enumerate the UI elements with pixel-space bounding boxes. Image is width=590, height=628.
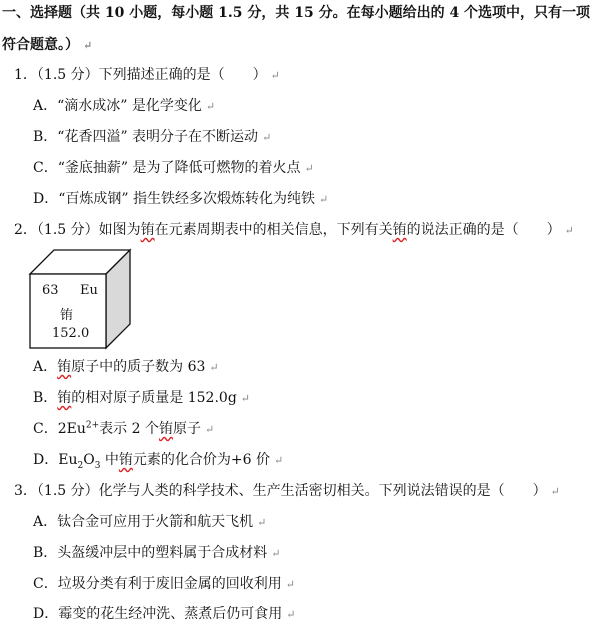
paragraph-mark: ↵ <box>83 39 93 52</box>
spellcheck-word: 铕 <box>392 222 407 238</box>
section-title-line2 <box>2 36 92 55</box>
paragraph-mark: ↵ <box>209 361 219 374</box>
question-3-stem <box>14 482 560 501</box>
atomic-number: 63 <box>42 283 59 298</box>
paragraph-mark: ↵ <box>204 423 215 436</box>
section-title-text: 一、选择题（共 10 小题，每小题 1.5 分，共 15 分。在每小题给出的 4 个选项中，只有一项 <box>2 5 590 21</box>
paragraph-mark: ↵ <box>550 485 560 498</box>
option-text: D．“百炼成钢” 指生铁经多次煅炼转化为纯铁 <box>33 191 315 207</box>
option-text: 的相对原子质量是 152.0g <box>71 390 237 406</box>
question-2-option-d <box>33 451 283 470</box>
spellcheck-word: 铕 <box>140 222 155 238</box>
option-text: B．“花香四溢” 表明分子在不断运动 <box>33 129 259 145</box>
paragraph-mark: ↵ <box>271 547 281 560</box>
option-text: 原子 <box>172 421 201 437</box>
subscript: 2 <box>77 460 84 471</box>
spellcheck-word: 铕 <box>57 390 72 406</box>
question-2-option-c <box>33 420 214 439</box>
paragraph-mark: ↵ <box>319 193 329 206</box>
option-text: C．“釜底抽薪” 是为了降低可燃物的着火点 <box>33 160 301 176</box>
spellcheck-word: 铕 <box>118 452 133 468</box>
question-1-option-d <box>33 190 328 209</box>
ion-charge: 2+ <box>85 420 100 431</box>
paragraph-mark: ↵ <box>273 454 284 467</box>
question-1-option-c <box>33 159 314 178</box>
question-3-option-d <box>33 605 295 624</box>
stem-part: 的说法正确的是（ ） <box>406 222 561 238</box>
paragraph-mark: ↵ <box>205 100 216 113</box>
option-text: D．霉变的花生经冲洗、蒸煮后仍可食用 <box>33 606 283 622</box>
paragraph-mark: ↵ <box>564 224 574 237</box>
spellcheck-word: 铕 <box>57 359 72 375</box>
question-2-stem <box>14 221 574 240</box>
element-symbol: Eu <box>80 283 98 298</box>
section-title-line1 <box>2 4 590 22</box>
section-title-text-2: 符合题意。） <box>2 37 79 53</box>
option-text: C．2Eu <box>33 421 86 437</box>
question-1-option-b <box>33 128 271 147</box>
paragraph-mark: ↵ <box>285 578 295 591</box>
option-text: B．头盔缓冲层中的塑料属于合成材料 <box>33 545 268 561</box>
option-text: A．“滴水成冰” 是化学变化 <box>33 98 202 114</box>
question-2-option-b <box>33 389 250 408</box>
question-1-option-a <box>33 97 215 116</box>
element-tile-europium <box>30 250 134 350</box>
option-text: 中 <box>100 452 119 468</box>
paragraph-mark: ↵ <box>257 516 267 529</box>
option-text: 元素的化合价为+6 价 <box>132 452 270 468</box>
stem-part: 2．（1.5 分）如图为 <box>14 222 141 238</box>
question-1-text: 1．（1.5 分）下列描述正确的是（ ） <box>14 67 267 83</box>
element-name: 铕 <box>60 308 74 323</box>
option-text: C．垃圾分类有利于废旧金属的回收利用 <box>33 576 282 592</box>
option-text: A． <box>33 359 58 375</box>
question-3-option-a <box>33 513 266 532</box>
question-2-option-a <box>33 358 219 377</box>
option-text: O <box>83 452 95 468</box>
option-text: B． <box>33 390 58 406</box>
question-3-option-b <box>33 544 281 563</box>
subscript: 3 <box>94 460 101 471</box>
paragraph-mark: ↵ <box>270 69 280 82</box>
question-3-option-c <box>33 575 295 594</box>
option-text: D．Eu <box>33 452 78 468</box>
option-text: A．钛合金可应用于火箭和航天飞机 <box>33 514 254 530</box>
spellcheck-word: 铕 <box>158 421 173 437</box>
question-1-stem <box>14 66 280 85</box>
paragraph-mark: ↵ <box>240 392 251 405</box>
atomic-mass: 152.0 <box>52 326 90 341</box>
question-3-text: 3．（1.5 分）化学与人类的科学技术、生产生活密切相关。下列说法错误的是（ ） <box>14 483 547 499</box>
paragraph-mark: ↵ <box>262 131 272 144</box>
option-text: 原子中的质子数为 63 <box>71 359 206 375</box>
stem-part: 在元素周期表中的相关信息，下列有关 <box>154 222 393 238</box>
option-text: 表示 2 个 <box>99 421 159 437</box>
paragraph-mark: ↵ <box>286 608 296 621</box>
paragraph-mark: ↵ <box>304 162 314 175</box>
